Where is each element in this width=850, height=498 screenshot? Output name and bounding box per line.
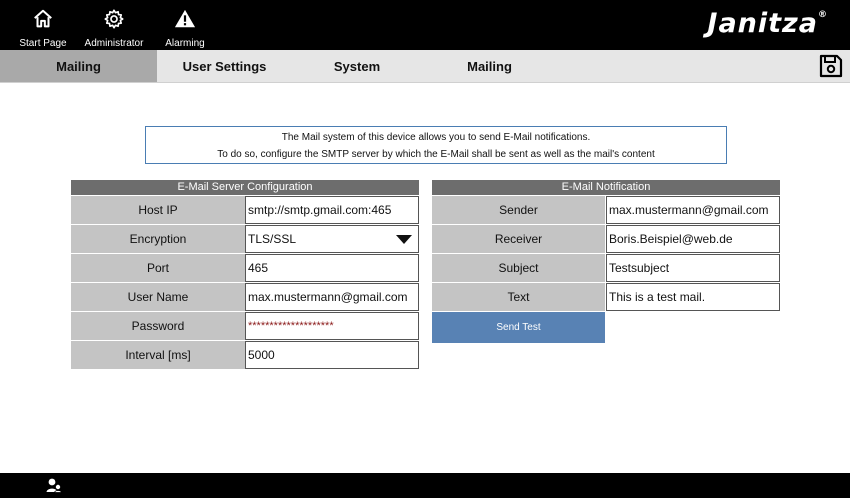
sender-label: Sender — [432, 196, 605, 224]
user-name-label: User Name — [71, 283, 245, 311]
sender-field[interactable]: max.mustermann@gmail.com — [606, 196, 780, 224]
info-box — [145, 126, 727, 164]
warning-icon — [174, 8, 196, 35]
receiver-field[interactable]: Boris.Beispiel@web.de — [606, 225, 780, 253]
server-config-title: E-Mail Server Configuration — [71, 180, 419, 195]
subject-label: Subject — [432, 254, 605, 282]
info-line-1: The Mail system of this device allows you to send E-Mail notifications. — [281, 132, 591, 143]
encryption-select[interactable] — [245, 225, 419, 253]
interval-field[interactable]: 5000 — [245, 341, 419, 369]
encryption-label: Encryption — [71, 225, 245, 253]
host-ip-field[interactable]: smtp://smtp.gmail.com:465 — [245, 196, 419, 224]
home-icon — [32, 8, 54, 35]
user-name-field[interactable]: max.mustermann@gmail.com — [245, 283, 419, 311]
chevron-down-icon — [396, 235, 412, 244]
tab-user-settings[interactable]: User Settings — [182, 58, 267, 74]
password-label: Password — [71, 312, 245, 340]
user-icon[interactable] — [46, 477, 62, 493]
password-field[interactable]: ******************** — [245, 312, 419, 340]
encryption-value: TLS/SSL — [248, 232, 297, 246]
port-label: Port — [71, 254, 245, 282]
administrator-button[interactable] — [82, 0, 146, 50]
receiver-label: Receiver — [432, 225, 605, 253]
tab-bar — [0, 50, 850, 83]
top-bar — [0, 0, 850, 50]
tab-mailing[interactable]: Mailing — [467, 58, 512, 74]
save-button[interactable] — [818, 53, 844, 79]
host-ip-label: Host IP — [71, 196, 245, 224]
info-line-2: To do so, configure the SMTP server by which the E-Mail shall be sent as well as the mail's content — [217, 149, 655, 160]
send-test-button[interactable]: Send Test — [432, 312, 605, 343]
notification-title: E-Mail Notification — [432, 180, 780, 195]
text-field[interactable]: This is a test mail. — [606, 283, 780, 311]
administrator-label: Administrator — [84, 38, 144, 49]
gear-icon — [103, 8, 125, 35]
tab-system[interactable]: System — [333, 58, 381, 74]
save-icon — [818, 66, 844, 83]
text-label: Text — [432, 283, 605, 311]
alarming-label: Alarming — [165, 38, 205, 49]
tab-mailing-active[interactable]: Mailing — [0, 50, 157, 82]
start-page-button[interactable] — [18, 0, 68, 50]
start-page-label: Start Page — [19, 38, 67, 49]
port-field[interactable]: 465 — [245, 254, 419, 282]
bottom-bar — [0, 473, 850, 498]
interval-label: Interval [ms] — [71, 341, 245, 369]
subject-field[interactable]: Testsubject — [606, 254, 780, 282]
alarming-button[interactable] — [160, 0, 210, 50]
janitza-logo: Janitza® — [707, 8, 828, 39]
